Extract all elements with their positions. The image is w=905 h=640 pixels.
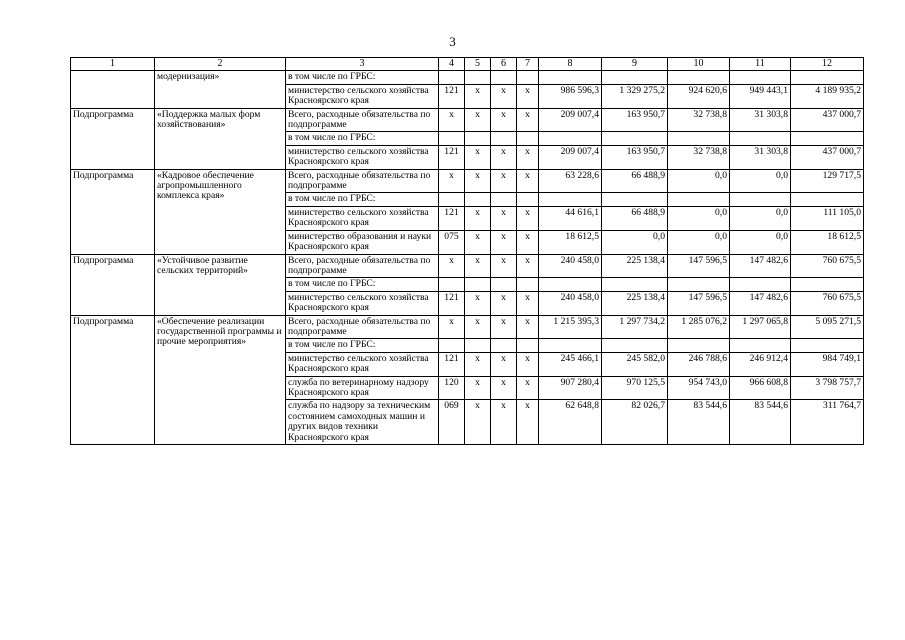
code-cell bbox=[465, 278, 491, 291]
amount-cell: 32 738,8 bbox=[668, 145, 730, 169]
code-cell: x bbox=[491, 315, 517, 339]
column-header: 2 bbox=[155, 58, 286, 71]
header-row bbox=[71, 58, 864, 71]
program-name-cell: «Кадровое обеспечение агропромышленного комплекса края» bbox=[155, 169, 286, 254]
code-cell: x bbox=[491, 291, 517, 315]
code-cell bbox=[465, 132, 491, 145]
expense-description-cell: в том числе по ГРБС: bbox=[286, 71, 439, 84]
amount-cell bbox=[668, 339, 730, 352]
amount-cell: 66 488,9 bbox=[602, 206, 668, 230]
code-cell: 121 bbox=[439, 352, 465, 376]
table-row bbox=[71, 315, 864, 339]
amount-cell bbox=[791, 278, 864, 291]
program-name-cell: «Устойчивое развитие сельских территорий» bbox=[155, 254, 286, 315]
amount-cell: 129 717,5 bbox=[791, 169, 864, 193]
amount-cell: 1 297 065,8 bbox=[730, 315, 791, 339]
amount-cell bbox=[539, 132, 602, 145]
amount-cell: 111 105,0 bbox=[791, 206, 864, 230]
amount-cell: 66 488,9 bbox=[602, 169, 668, 193]
amount-cell: 760 675,5 bbox=[791, 291, 864, 315]
amount-cell: 437 000,7 bbox=[791, 108, 864, 132]
code-cell: x bbox=[491, 400, 517, 445]
amount-cell: 44 616,1 bbox=[539, 206, 602, 230]
amount-cell: 18 612,5 bbox=[791, 230, 864, 254]
code-cell: x bbox=[517, 352, 539, 376]
amount-cell: 437 000,7 bbox=[791, 145, 864, 169]
amount-cell: 225 138,4 bbox=[602, 291, 668, 315]
amount-cell bbox=[539, 193, 602, 206]
amount-cell bbox=[602, 193, 668, 206]
amount-cell: 31 303,8 bbox=[730, 145, 791, 169]
expense-description-cell: министерство сельского хозяйства Красноярского края bbox=[286, 84, 439, 108]
program-name-cell: «Обеспечение реализации государственной программы и прочие мероприятия» bbox=[155, 315, 286, 444]
code-cell: x bbox=[439, 108, 465, 132]
amount-cell: 163 950,7 bbox=[602, 108, 668, 132]
table-row bbox=[71, 108, 864, 132]
amount-cell bbox=[791, 193, 864, 206]
code-cell: x bbox=[465, 291, 491, 315]
amount-cell: 0,0 bbox=[730, 230, 791, 254]
code-cell: x bbox=[491, 254, 517, 278]
amount-cell: 0,0 bbox=[668, 230, 730, 254]
amount-cell bbox=[668, 193, 730, 206]
column-header: 12 bbox=[791, 58, 864, 71]
column-header: 10 bbox=[668, 58, 730, 71]
column-header: 3 bbox=[286, 58, 439, 71]
amount-cell bbox=[730, 71, 791, 84]
amount-cell: 760 675,5 bbox=[791, 254, 864, 278]
program-type-cell: Подпрограмма bbox=[71, 315, 155, 444]
amount-cell: 0,0 bbox=[730, 169, 791, 193]
table-row bbox=[71, 71, 864, 84]
amount-cell: 924 620,6 bbox=[668, 84, 730, 108]
amount-cell: 954 743,0 bbox=[668, 376, 730, 400]
expense-description-cell: служба по ветеринарному надзору Красноярского края bbox=[286, 376, 439, 400]
code-cell: x bbox=[439, 169, 465, 193]
amount-cell bbox=[730, 278, 791, 291]
amount-cell: 83 544,6 bbox=[730, 400, 791, 445]
code-cell: x bbox=[517, 400, 539, 445]
amount-cell: 240 458,0 bbox=[539, 254, 602, 278]
amount-cell bbox=[668, 278, 730, 291]
expense-description-cell: Всего, расходные обязательства по подпрограмме bbox=[286, 169, 439, 193]
program-name-cell: «Поддержка малых форм хозяйствования» bbox=[155, 108, 286, 169]
amount-cell: 0,0 bbox=[602, 230, 668, 254]
code-cell bbox=[517, 71, 539, 84]
amount-cell: 209 007,4 bbox=[539, 108, 602, 132]
amount-cell: 147 482,6 bbox=[730, 254, 791, 278]
amount-cell: 907 280,4 bbox=[539, 376, 602, 400]
page-number: 3 bbox=[449, 34, 456, 49]
code-cell: x bbox=[517, 376, 539, 400]
table-row bbox=[71, 254, 864, 278]
code-cell bbox=[439, 193, 465, 206]
amount-cell: 246 788,6 bbox=[668, 352, 730, 376]
amount-cell: 63 228,6 bbox=[539, 169, 602, 193]
code-cell: x bbox=[465, 315, 491, 339]
expense-description-cell: министерство сельского хозяйства Красноярского края bbox=[286, 291, 439, 315]
code-cell: x bbox=[465, 84, 491, 108]
program-type-cell: Подпрограмма bbox=[71, 254, 155, 315]
amount-cell: 1 215 395,3 bbox=[539, 315, 602, 339]
expense-description-cell: министерство образования и науки Красноярского края bbox=[286, 230, 439, 254]
amount-cell: 225 138,4 bbox=[602, 254, 668, 278]
amount-cell: 5 095 271,5 bbox=[791, 315, 864, 339]
code-cell: 121 bbox=[439, 145, 465, 169]
amount-cell: 984 749,1 bbox=[791, 352, 864, 376]
amount-cell: 0,0 bbox=[668, 169, 730, 193]
code-cell: x bbox=[439, 254, 465, 278]
column-header: 4 bbox=[439, 58, 465, 71]
amount-cell: 82 026,7 bbox=[602, 400, 668, 445]
amount-cell bbox=[668, 132, 730, 145]
column-header: 11 bbox=[730, 58, 791, 71]
column-header: 8 bbox=[539, 58, 602, 71]
amount-cell bbox=[602, 71, 668, 84]
code-cell bbox=[491, 339, 517, 352]
amount-cell bbox=[539, 278, 602, 291]
code-cell: x bbox=[517, 315, 539, 339]
amount-cell: 1 297 734,2 bbox=[602, 315, 668, 339]
amount-cell: 209 007,4 bbox=[539, 145, 602, 169]
amount-cell bbox=[602, 339, 668, 352]
amount-cell: 163 950,7 bbox=[602, 145, 668, 169]
expense-description-cell: в том числе по ГРБС: bbox=[286, 193, 439, 206]
code-cell: x bbox=[517, 84, 539, 108]
amount-cell: 240 458,0 bbox=[539, 291, 602, 315]
amount-cell: 83 544,6 bbox=[668, 400, 730, 445]
expense-description-cell: Всего, расходные обязательства по подпрограмме bbox=[286, 108, 439, 132]
code-cell bbox=[439, 278, 465, 291]
code-cell bbox=[517, 339, 539, 352]
code-cell bbox=[465, 71, 491, 84]
code-cell: x bbox=[491, 376, 517, 400]
code-cell: x bbox=[465, 352, 491, 376]
amount-cell bbox=[602, 278, 668, 291]
amount-cell bbox=[539, 339, 602, 352]
code-cell: x bbox=[491, 206, 517, 230]
code-cell: x bbox=[517, 230, 539, 254]
amount-cell bbox=[730, 339, 791, 352]
budget-table bbox=[70, 57, 864, 445]
amount-cell bbox=[539, 71, 602, 84]
amount-cell: 62 648,8 bbox=[539, 400, 602, 445]
expense-description-cell: министерство сельского хозяйства Красноярского края bbox=[286, 206, 439, 230]
amount-cell bbox=[602, 132, 668, 145]
expense-description-cell: Всего, расходные обязательства по подпрограмме bbox=[286, 315, 439, 339]
expense-description-cell: министерство сельского хозяйства Красноярского края bbox=[286, 145, 439, 169]
code-cell bbox=[465, 339, 491, 352]
amount-cell bbox=[730, 132, 791, 145]
column-header: 1 bbox=[71, 58, 155, 71]
code-cell: x bbox=[465, 376, 491, 400]
column-header: 5 bbox=[465, 58, 491, 71]
amount-cell: 4 189 935,2 bbox=[791, 84, 864, 108]
code-cell: 121 bbox=[439, 84, 465, 108]
amount-cell: 147 596,5 bbox=[668, 291, 730, 315]
code-cell: x bbox=[517, 254, 539, 278]
code-cell bbox=[439, 71, 465, 84]
code-cell bbox=[517, 278, 539, 291]
code-cell bbox=[491, 132, 517, 145]
amount-cell bbox=[791, 132, 864, 145]
expense-description-cell: служба по надзору за техническим состоянием самоходных машин и других видов техники Красноярского края bbox=[286, 400, 439, 445]
program-type-cell: Подпрограмма bbox=[71, 169, 155, 254]
amount-cell: 32 738,8 bbox=[668, 108, 730, 132]
column-header: 6 bbox=[491, 58, 517, 71]
amount-cell: 966 608,8 bbox=[730, 376, 791, 400]
code-cell: x bbox=[439, 315, 465, 339]
column-header: 9 bbox=[602, 58, 668, 71]
code-cell bbox=[491, 71, 517, 84]
expense-description-cell: в том числе по ГРБС: bbox=[286, 339, 439, 352]
code-cell: x bbox=[491, 352, 517, 376]
amount-cell bbox=[791, 339, 864, 352]
amount-cell: 1 285 076,2 bbox=[668, 315, 730, 339]
expense-description-cell: в том числе по ГРБС: bbox=[286, 278, 439, 291]
code-cell: 121 bbox=[439, 206, 465, 230]
code-cell: x bbox=[491, 230, 517, 254]
expense-description-cell: министерство сельского хозяйства Красноярского края bbox=[286, 352, 439, 376]
amount-cell: 246 912,4 bbox=[730, 352, 791, 376]
code-cell: x bbox=[491, 84, 517, 108]
amount-cell bbox=[791, 71, 864, 84]
code-cell bbox=[439, 132, 465, 145]
expense-description-cell: в том числе по ГРБС: bbox=[286, 132, 439, 145]
amount-cell: 31 303,8 bbox=[730, 108, 791, 132]
code-cell: 069 bbox=[439, 400, 465, 445]
amount-cell bbox=[668, 71, 730, 84]
code-cell bbox=[491, 278, 517, 291]
amount-cell: 3 798 757,7 bbox=[791, 376, 864, 400]
program-type-cell bbox=[71, 71, 155, 108]
code-cell bbox=[439, 339, 465, 352]
amount-cell: 986 596,3 bbox=[539, 84, 602, 108]
table-row bbox=[71, 169, 864, 193]
amount-cell: 949 443,1 bbox=[730, 84, 791, 108]
code-cell: x bbox=[517, 108, 539, 132]
code-cell: 075 bbox=[439, 230, 465, 254]
amount-cell: 970 125,5 bbox=[602, 376, 668, 400]
amount-cell: 245 466,1 bbox=[539, 352, 602, 376]
code-cell: x bbox=[517, 145, 539, 169]
code-cell: x bbox=[517, 206, 539, 230]
code-cell: 120 bbox=[439, 376, 465, 400]
program-type-cell: Подпрограмма bbox=[71, 108, 155, 169]
amount-cell: 0,0 bbox=[730, 206, 791, 230]
code-cell: x bbox=[465, 230, 491, 254]
program-name-cell: модернизация» bbox=[155, 71, 286, 108]
amount-cell: 311 764,7 bbox=[791, 400, 864, 445]
expense-description-cell: Всего, расходные обязательства по подпрограмме bbox=[286, 254, 439, 278]
code-cell: x bbox=[465, 254, 491, 278]
code-cell: 121 bbox=[439, 291, 465, 315]
amount-cell: 0,0 bbox=[668, 206, 730, 230]
code-cell bbox=[517, 193, 539, 206]
amount-cell: 147 482,6 bbox=[730, 291, 791, 315]
code-cell: x bbox=[465, 108, 491, 132]
code-cell bbox=[491, 193, 517, 206]
amount-cell: 1 329 275,2 bbox=[602, 84, 668, 108]
code-cell: x bbox=[465, 169, 491, 193]
amount-cell: 18 612,5 bbox=[539, 230, 602, 254]
column-header: 7 bbox=[517, 58, 539, 71]
code-cell: x bbox=[517, 291, 539, 315]
amount-cell: 147 596,5 bbox=[668, 254, 730, 278]
code-cell: x bbox=[491, 145, 517, 169]
code-cell: x bbox=[491, 108, 517, 132]
code-cell: x bbox=[465, 145, 491, 169]
code-cell: x bbox=[491, 169, 517, 193]
code-cell bbox=[465, 193, 491, 206]
code-cell: x bbox=[517, 169, 539, 193]
amount-cell bbox=[730, 193, 791, 206]
code-cell bbox=[517, 132, 539, 145]
code-cell: x bbox=[465, 400, 491, 445]
amount-cell: 245 582,0 bbox=[602, 352, 668, 376]
code-cell: x bbox=[465, 206, 491, 230]
